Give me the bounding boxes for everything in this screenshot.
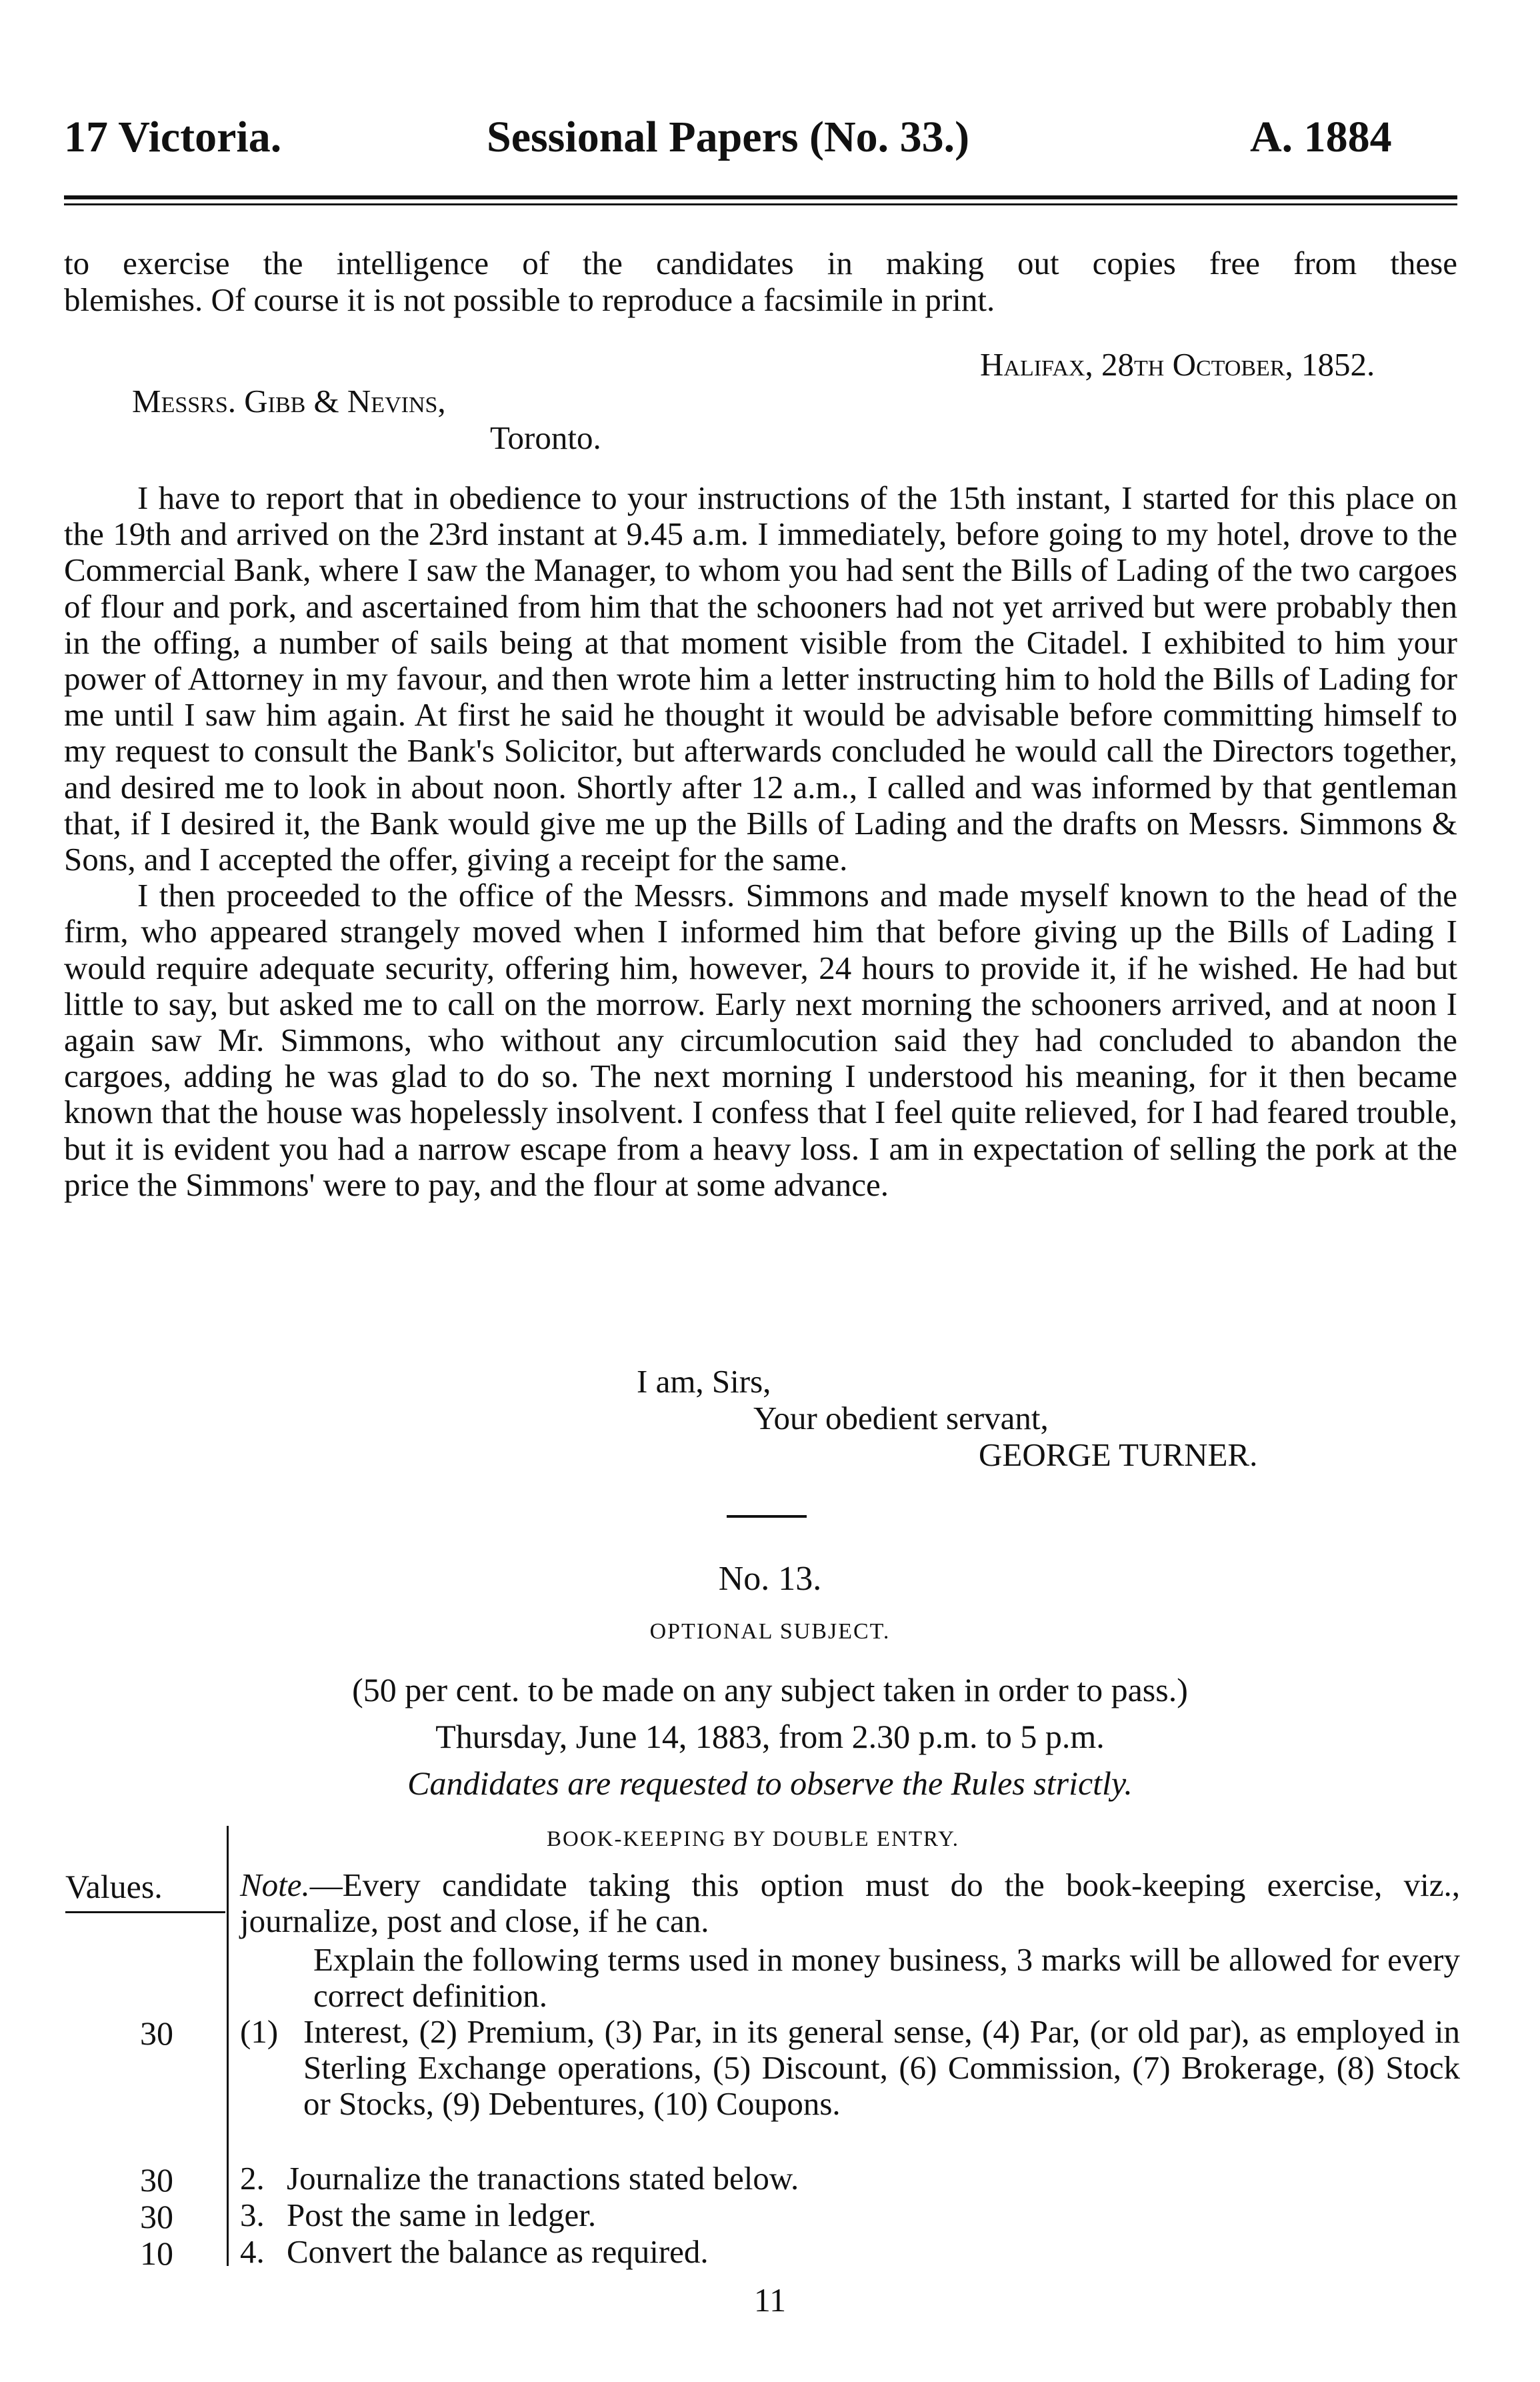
header-year: A. 1884 bbox=[1250, 113, 1392, 161]
question-2-text: Journalize the tranactions stated below. bbox=[287, 2160, 799, 2197]
header-rule-thin bbox=[64, 203, 1457, 205]
intro-line-2: blemishes. Of course it is not possible to reproduce a facsimile in print. bbox=[64, 281, 995, 318]
question-4-number: 4. bbox=[240, 2233, 265, 2270]
exam-pass-note: (50 per cent. to be made on any subject taken in order to pass.) bbox=[352, 1671, 1188, 1708]
intro-line-1: to exercise the intelligence of the candidates in making out copies free from these bbox=[64, 245, 1457, 281]
question-3 bbox=[240, 2197, 1460, 2233]
question-1 bbox=[240, 2014, 1460, 2122]
question-3-text: Post the same in ledger. bbox=[287, 2197, 597, 2233]
running-header bbox=[0, 112, 1540, 172]
exam-rules-note: Candidates are requested to observe the Rules strictly. bbox=[407, 1764, 1133, 1802]
question-3-value: 30 bbox=[140, 2198, 173, 2235]
question-2-number: 2. bbox=[240, 2160, 265, 2197]
values-heading-rule bbox=[65, 1911, 225, 1913]
header-rule-thick bbox=[64, 195, 1457, 199]
letter-paragraph-2: I then proceeded to the office of the Messrs. Simmons and made myself known to the head of the firm, who appeared strangely moved when I informed him that before giving up the Bills of Lading I would require adequate security, offering him, however, 24 hours to provide it, if he wished. He had but little to say, but asked me to call on the morrow. Early next morning the schooners arrived, and at noon I again saw Mr. Simmons, who without any circumlocution said they had concluded to abandon the cargoes, adding he was glad to do so. The next morning I understood his meaning, for it then became known that the house was hopelessly insolvent. I confess that I feel quite relieved, for I had feared trouble, but it is evident you had a narrow escape from a heavy loss. I am in expectation of selling the pork at the price the Simmons' were to pay, and the flour at some advance. bbox=[64, 877, 1457, 1203]
question-3-number: 3. bbox=[240, 2197, 265, 2233]
values-heading: Values. bbox=[65, 1868, 163, 1905]
letter-signature: GEORGE TURNER. bbox=[979, 1436, 1258, 1473]
letter-body bbox=[64, 480, 1457, 1203]
question-4-text: Convert the balance as required. bbox=[287, 2233, 709, 2270]
question-4-value: 10 bbox=[140, 2235, 173, 2272]
letter-addressee-name: Messrs. Gibb & Nevins, bbox=[132, 383, 446, 419]
question-2 bbox=[240, 2161, 1460, 2197]
question-2-value: 30 bbox=[140, 2161, 173, 2199]
header-volume: 17 Victoria. bbox=[64, 113, 282, 161]
exam-explain: Explain the following terms used in money business, 3 marks will be allowed for every correct definition. bbox=[313, 1941, 1460, 2014]
values-column-rule bbox=[227, 1826, 229, 2266]
letter-paragraph-1: I have to report that in obedience to your instructions of the 15th instant, I started for this place on the 19th and arrived on the 23rd instant at 9.45 a.m. I immediately, before going to my hotel, drove to the Commercial Bank, where I saw the Manager, to whom you had sent the Bills of Lading of the two cargoes of flour and pork, and ascertained from him that the schooners had not yet arrived but were probably then in the offing, a number of sails being at that moment visible from the Citadel. I exhibited to him your power of Attorney in my favour, and then wrote him a letter instructing him to hold the Bills of Lading for me until I saw him again. At first he said he thought it would be advisable before committing himself to my request to consult the Bank's Solicitor, but afterwards concluded he would call the Directors together, and desired me to look in about noon. Shortly after 12 a.m., I called and was informed by that gentleman that, if I desired it, the Bank would give me up the Bills of Lading and the drafts on Messrs. Simmons & Sons, and I accepted the offer, giving a receipt for the same. bbox=[64, 479, 1457, 878]
exam-note bbox=[240, 1867, 1460, 1939]
question-4 bbox=[240, 2234, 1460, 2270]
exam-section-title: BOOK-KEEPING BY DOUBLE ENTRY. bbox=[547, 1827, 959, 1851]
question-1-number: (1) bbox=[240, 2013, 279, 2050]
header-title: Sessional Papers (No. 33.) bbox=[487, 113, 970, 161]
exam-number: No. 13. bbox=[718, 1560, 822, 1598]
letter-closing-2: Your obedient servant, bbox=[753, 1400, 1049, 1436]
exam-date-time: Thursday, June 14, 1883, from 2.30 p.m. to 5 p.m. bbox=[435, 1718, 1105, 1755]
page-number: 11 bbox=[753, 2281, 787, 2319]
note-text: —Every candidate taking this option must do the book-keeping exercise, viz., journalize, post and close, if he can. bbox=[240, 1867, 1460, 1939]
note-label: Note. bbox=[240, 1867, 310, 1903]
question-1-value: 30 bbox=[140, 2015, 173, 2052]
letter-addressee-city: Toronto. bbox=[490, 419, 601, 456]
letter-place-date: Halifax, 28th October, 1852. bbox=[980, 346, 1375, 383]
exam-subject: OPTIONAL SUBJECT. bbox=[649, 1619, 891, 1644]
letter-closing-1: I am, Sirs, bbox=[637, 1363, 771, 1400]
section-divider bbox=[727, 1515, 807, 1518]
question-1-text: Interest, (2) Premium, (3) Par, in its general sense, (4) Par, (or old par), as employed in Sterling Exchange operations, (5) Discount, (6) Commission, (7) Brokerage, (8) Stock or Stocks, (9) Debentures, (10) Coupons. bbox=[303, 2013, 1460, 2122]
